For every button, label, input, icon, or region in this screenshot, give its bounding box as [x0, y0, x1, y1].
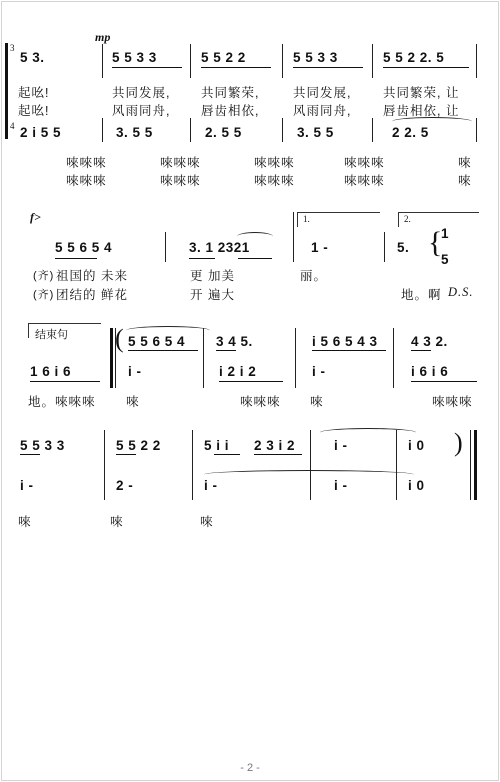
barline [192, 430, 193, 500]
lyric: 共同繁荣, 让 [383, 86, 460, 100]
measure: 5 i i [204, 438, 230, 453]
measure: i 0 [408, 478, 425, 493]
barline [102, 44, 103, 78]
dynamic-forte: f> [30, 210, 41, 224]
beam [30, 381, 100, 382]
lyric: 唻唻唻 [240, 395, 281, 409]
lyric-prefix: (齐) [33, 270, 55, 282]
lyric: 风雨同舟, [112, 104, 171, 118]
volta-1-label: 1. [303, 214, 310, 224]
measure: 5 5 2 2 [201, 50, 246, 65]
barline [476, 118, 477, 142]
barline [310, 430, 311, 500]
time-signature-top: 3 [10, 43, 15, 53]
barline [396, 430, 397, 500]
lyric: 唻 [126, 395, 140, 409]
barline [282, 118, 283, 142]
lyric: 唻唻唻 [160, 156, 201, 170]
measure: i - [312, 364, 326, 379]
measure: 2 2. 5 [392, 125, 429, 140]
measure: 5 5 2 2. 5 [383, 50, 445, 65]
beam [312, 350, 386, 351]
tie [320, 428, 416, 437]
barline [372, 118, 373, 142]
beam [128, 350, 198, 351]
lyric: 起吆! [18, 86, 50, 100]
measure: 3. 5 5 [297, 125, 334, 140]
measure: i 5 6 5 4 3 [312, 334, 378, 349]
lyric: 团结的 鲜花 [56, 288, 128, 302]
lyric: 唻唻唻 [344, 156, 385, 170]
beam [411, 350, 431, 351]
beam [20, 454, 40, 455]
measure: 2 - [116, 478, 134, 493]
lyric: 唻唻唻 [344, 174, 385, 188]
page-number: - 2 - [240, 762, 260, 774]
beam [238, 258, 272, 259]
barline [110, 328, 113, 388]
barline [295, 328, 296, 388]
lyric: 共同发展, [112, 86, 171, 100]
measure: 5 5 3 3 [293, 50, 338, 65]
lyric: 唻 [458, 174, 472, 188]
ds-marking: D.S. [448, 285, 474, 299]
tie [204, 470, 414, 479]
beam [201, 67, 271, 68]
note-upper: 1 [441, 226, 450, 241]
paren-close: ) [454, 428, 463, 457]
dynamic-mp: mp [95, 30, 111, 44]
measure: 4 3 2. [411, 334, 448, 349]
measure: 5. [397, 240, 410, 255]
lyric: 唻 [200, 515, 214, 529]
lyric: 唇齿相依, [201, 104, 260, 118]
beam [189, 258, 215, 259]
coda-label: 结束句 [35, 329, 68, 341]
barline [165, 232, 166, 262]
measure: 2 3 i 2 [254, 438, 296, 453]
measure: 3. 5 5 [116, 125, 153, 140]
volta-2 [398, 212, 479, 227]
measure: i - [204, 478, 218, 493]
measure: 2. 5 5 [205, 125, 242, 140]
paren-open: ( [115, 324, 124, 353]
beam [293, 67, 363, 68]
volta-1 [297, 212, 380, 227]
lyric: 起吆! [18, 104, 50, 118]
lyric: 风雨同舟, [293, 104, 352, 118]
measure: 3 4 5. [216, 334, 253, 349]
barline [393, 328, 394, 388]
lyric: 共同繁荣, [201, 86, 260, 100]
coda-box [28, 323, 101, 341]
lyric: 唻唻唻 [432, 395, 473, 409]
barline [476, 44, 477, 78]
measure: i 0 [408, 438, 425, 453]
lyric: 唇齿相依, 让 [383, 104, 460, 118]
measure: 5 5 2 2 [116, 438, 161, 453]
measure: 1 - [311, 240, 329, 255]
lyric: 更 加美 [190, 269, 235, 283]
barline [190, 118, 191, 142]
measure: i - [20, 478, 34, 493]
tie [392, 117, 472, 126]
measure: 5 5 3 3 [112, 50, 157, 65]
lyric: 唻唻唻 [66, 174, 107, 188]
slur [237, 232, 273, 241]
volta-2-label: 2. [404, 214, 411, 224]
measure: i - [334, 438, 348, 453]
barline [190, 44, 191, 78]
measure: 2 i 5 5 [20, 125, 62, 140]
beam [219, 381, 283, 382]
barline [293, 212, 294, 262]
lyric: 地。唻唻唻 [28, 395, 96, 409]
beam [214, 454, 240, 455]
beam [116, 454, 136, 455]
lyric: 唻唻唻 [254, 156, 295, 170]
barline [203, 328, 204, 388]
beam [383, 67, 469, 68]
slur [126, 326, 210, 335]
beam [411, 381, 477, 382]
measure: 1 6 i 6 [30, 364, 72, 379]
time-signature-bottom: 4 [10, 121, 15, 131]
barline [104, 430, 105, 500]
lyric: 地。啊 [401, 288, 442, 302]
lyric: 唻唻唻 [160, 174, 201, 188]
measure: i 2 i 2 [219, 364, 257, 379]
lyric-prefix: (齐) [33, 289, 55, 301]
barline [372, 44, 373, 78]
note-lower: 5 [441, 252, 450, 267]
lyric: 唻 [110, 515, 124, 529]
measure: i - [128, 364, 142, 379]
measure: 3. 1 2321 [189, 240, 250, 255]
measure: 5 5 3 3 [20, 438, 65, 453]
brace-glyph: { [428, 226, 443, 259]
lyric: 开 遍大 [190, 288, 235, 302]
lyric: 唻唻唻 [66, 156, 107, 170]
beam [216, 350, 236, 351]
barline [384, 232, 385, 262]
lyric: 共同发展, [293, 86, 352, 100]
beam [55, 258, 97, 259]
measure: 5 3. [20, 50, 45, 65]
lyric: 祖国的 未来 [56, 269, 128, 283]
lyric: 唻 [18, 515, 32, 529]
measure: 5 5 6 5 4 [128, 334, 186, 349]
barline [470, 430, 471, 500]
final-barline [474, 430, 477, 500]
beam [254, 454, 302, 455]
measure: i 6 i 6 [411, 364, 449, 379]
measure: i - [334, 478, 348, 493]
lyric: 丽。 [300, 269, 328, 283]
beam [112, 67, 182, 68]
lyric: 唻唻唻 [254, 174, 295, 188]
lyric: 唻 [458, 156, 472, 170]
measure: 5 5 6 5 4 [55, 240, 113, 255]
barline [282, 44, 283, 78]
lyric: 唻 [310, 395, 324, 409]
barline [102, 118, 103, 142]
